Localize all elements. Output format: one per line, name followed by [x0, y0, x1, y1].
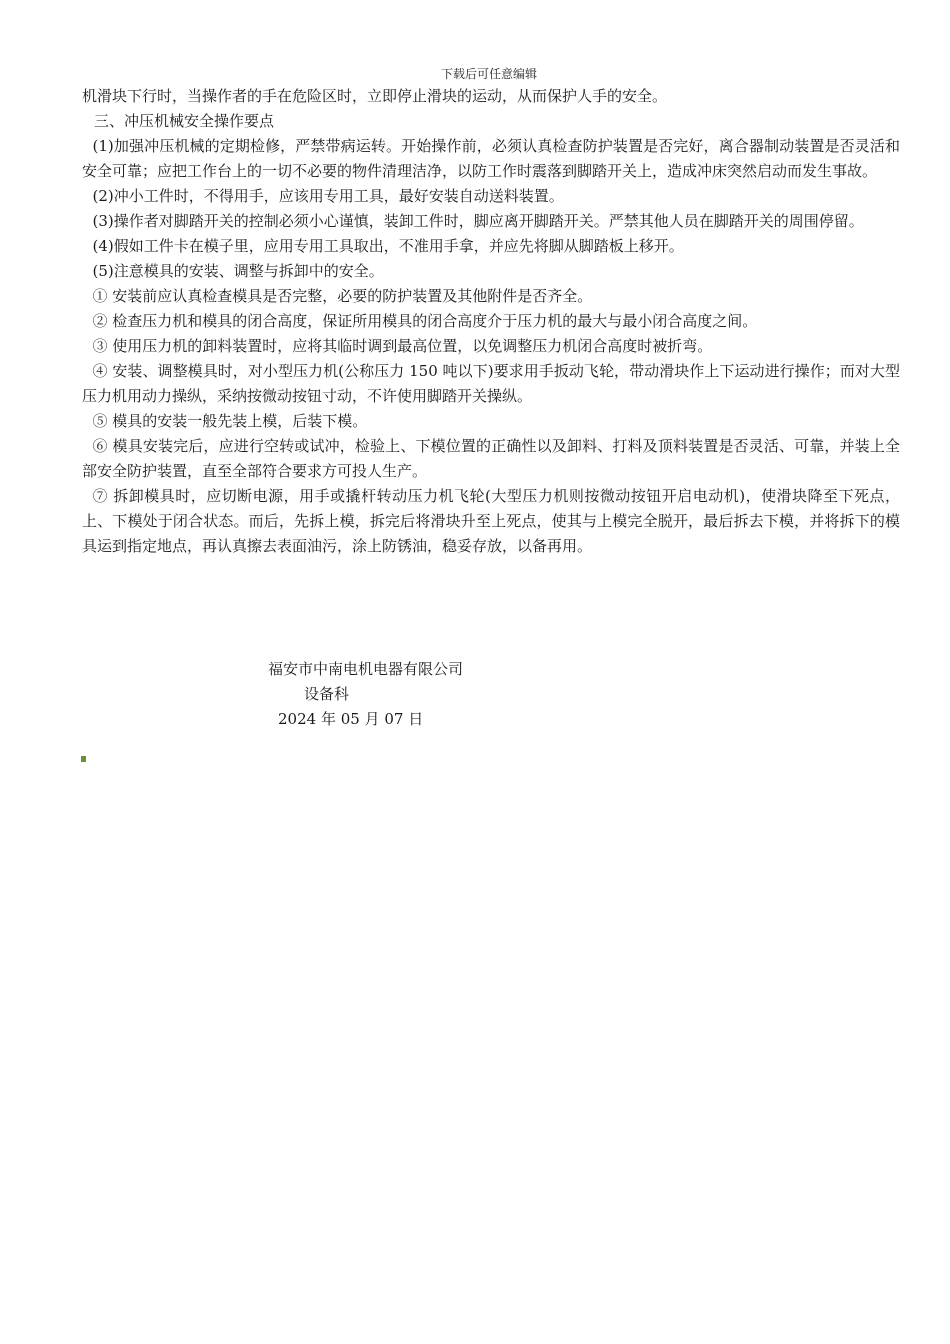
paragraph-item-3: (3)操作者对脚踏开关的控制必须小心谨慎，装卸工件时，脚应离开脚踏开关。严禁其他人员在脚踏开关的周围停留。 — [92, 212, 864, 230]
signature-department: 设备科 — [304, 685, 350, 703]
paragraph-item-4: (4)假如工件卡在模子里，应用专用工具取出，不准用手拿，并应先将脚从脚踏板上移开。 — [92, 237, 684, 255]
page-marker-icon — [81, 756, 86, 762]
sub-item-1: ① 安装前应认真检查模具是否完整，必要的防护装置及其他附件是否齐全。 — [92, 287, 593, 305]
paragraph-item-1: (1)加强冲压机械的定期检修，严禁带病运转。开始操作前，必须认真检查防护装置是否完好，离合器制动装置是否灵活和安全可靠；应把工作台上的一切不必要的物件清理洁净，以防工作时震落到脚踏开关上，造成冲床突然启动而发生事故。 — [82, 137, 900, 180]
paragraph-item-2: (2)冲小工件时，不得用手，应该用专用工具，最好安装自动送料装置。 — [92, 187, 564, 205]
sub-item-4: ④ 安装、调整模具时，对小型压力机(公称压力 150 吨以下)要求用手扳动飞轮，带动滑块作上下运动进行操作；而对大型压力机用动力操纵，采纳按微动按钮寸动，不许使用脚踏开关操纵。 — [82, 362, 900, 405]
signature-company: 福安市中南电机电器有限公司 — [268, 660, 464, 678]
document-body — [82, 84, 900, 559]
header-note: 下载后可任意编辑 — [440, 67, 537, 81]
sub-item-6: ⑥ 模具安装完后，应进行空转或试冲，检验上、下模位置的正确性以及卸料、打料及顶料装置是否灵活、可靠，并装上全部安全防护装置，直至全部符合要求方可投人生产。 — [82, 437, 900, 480]
signature-date: 2024 年 05 月 07 日 — [278, 710, 424, 728]
sub-item-7: ⑦ 拆卸模具时，应切断电源，用手或撬杆转动压力机飞轮(大型压力机则按微动按钮开启电动机)，使滑块降至下死点，上、下模处于闭合状态。而后，先拆上模，拆完后将滑块升至上死点，使其与上模完全脱开，最后拆去下模，并将拆下的模具运到指定地点，再认真擦去表面油污，涂上防锈油，稳妥存放，以备再用。 — [82, 487, 900, 555]
sub-item-5: ⑤ 模具的安装一般先装上模，后装下模。 — [92, 412, 368, 430]
sub-item-2: ② 检查压力机和模具的闭合高度，保证所用模具的闭合高度介于压力机的最大与最小闭合高度之间。 — [92, 312, 758, 330]
paragraph-continuation: 机滑块下行时，当操作者的手在危险区时，立即停止滑块的运动，从而保护人手的安全。 — [82, 87, 668, 105]
paragraph-item-5: (5)注意模具的安装、调整与拆卸中的安全。 — [92, 262, 384, 280]
signature-block — [268, 657, 463, 732]
sub-item-3: ③ 使用压力机的卸料装置时，应将其临时调到最高位置，以免调整压力机闭合高度时被折弯。 — [92, 337, 713, 355]
section-heading: 三、冲压机械安全操作要点 — [94, 112, 275, 130]
